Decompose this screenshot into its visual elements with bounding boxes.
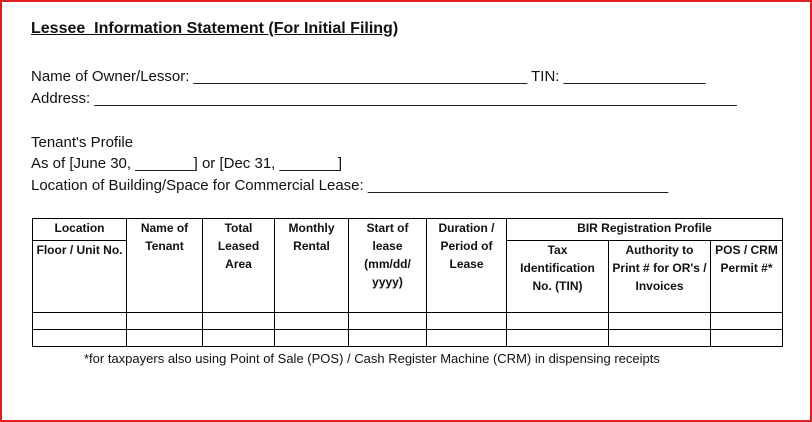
header-bir-registration-profile: BIR Registration Profile bbox=[507, 219, 783, 241]
header-monthly-rental: Monthly Rental bbox=[275, 219, 349, 313]
table-cell bbox=[203, 330, 275, 347]
header-pos-crm-permit: POS / CRM Permit #* bbox=[711, 241, 783, 313]
table-cell bbox=[507, 313, 609, 330]
table-row bbox=[33, 313, 783, 330]
table-cell bbox=[203, 313, 275, 330]
header-authority-to-print: Authority to Print # for OR's / Invoices bbox=[609, 241, 711, 313]
table-cell bbox=[507, 330, 609, 347]
table-row bbox=[33, 330, 783, 347]
footnote: *for taxpayers also using Point of Sale (POS) / Cash Register Machine (CRM) in dispensing receipts bbox=[84, 351, 660, 366]
header-floor-unit: Floor / Unit No. bbox=[33, 241, 127, 313]
table-cell bbox=[275, 313, 349, 330]
tenant-profile-heading: Tenant's Profile bbox=[31, 134, 134, 151]
table-cell bbox=[33, 330, 127, 347]
header-location: Location bbox=[33, 219, 127, 241]
address-field: Address: _____________________________________________________________________________ bbox=[31, 90, 737, 107]
header-duration: Duration / Period of Lease bbox=[427, 219, 507, 313]
as-of-field: As of [June 30, _______] or [Dec 31, _______] bbox=[31, 155, 343, 172]
location-field: Location of Building/Space for Commercial Lease: ____________________________________ bbox=[31, 177, 669, 194]
header-tin: Tax Identification No. (TIN) bbox=[507, 241, 609, 313]
table-cell bbox=[349, 330, 427, 347]
table-cell bbox=[711, 313, 783, 330]
table-cell bbox=[349, 313, 427, 330]
table-cell bbox=[127, 330, 203, 347]
owner-lessor-field: Name of Owner/Lessor: ________________________________________ TIN: _________________ bbox=[31, 68, 706, 85]
table-cell bbox=[609, 313, 711, 330]
table-cell bbox=[427, 313, 507, 330]
header-total-leased-area: Total Leased Area bbox=[203, 219, 275, 313]
lessee-table bbox=[32, 218, 783, 347]
header-name-of-tenant: Name of Tenant bbox=[127, 219, 203, 313]
table-cell bbox=[711, 330, 783, 347]
form-title: Lessee Information Statement (For Initial Filing) bbox=[31, 20, 399, 37]
header-start-of-lease: Start of lease (mm/dd/ yyyy) bbox=[349, 219, 427, 313]
table-cell bbox=[609, 330, 711, 347]
table-cell bbox=[427, 330, 507, 347]
table-cell bbox=[33, 313, 127, 330]
table-cell bbox=[127, 313, 203, 330]
table-cell bbox=[275, 330, 349, 347]
